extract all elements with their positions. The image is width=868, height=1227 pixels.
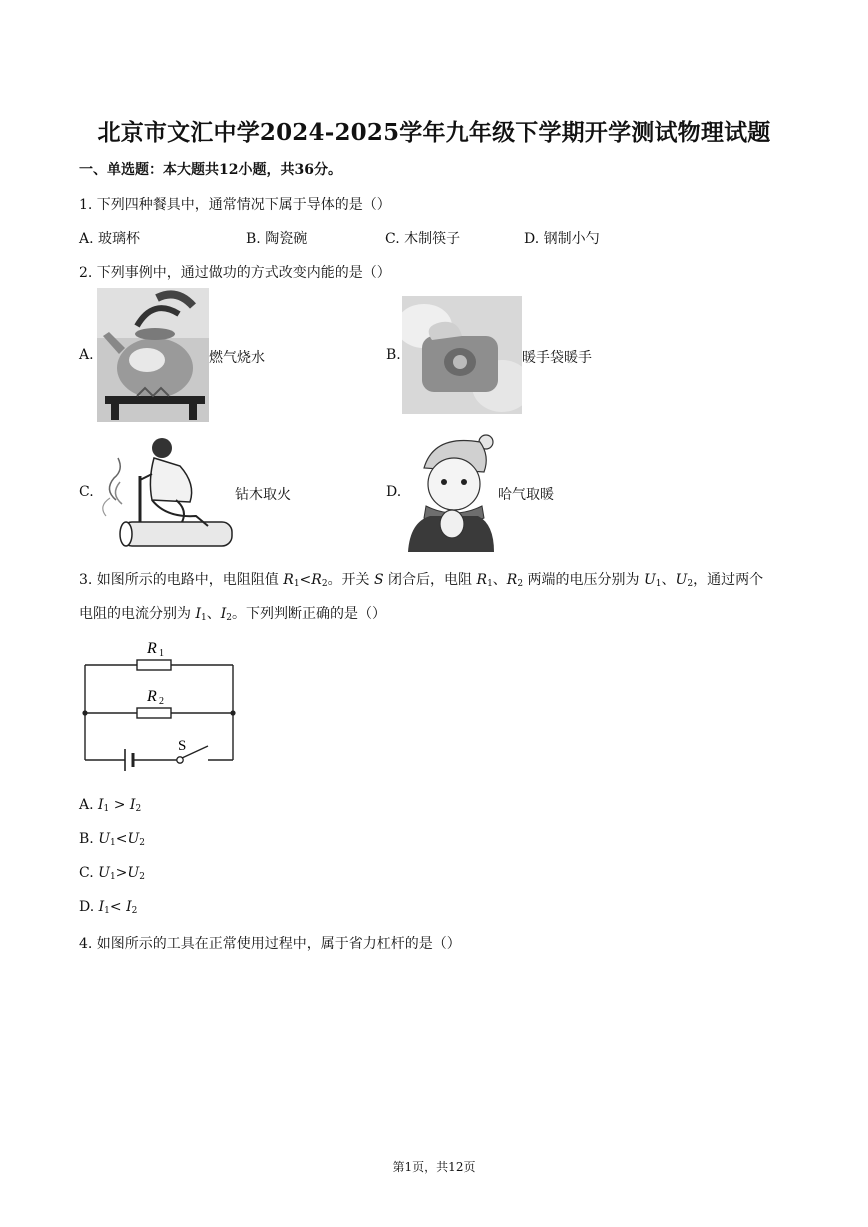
q2-option-b-caption: 暖手袋暖手 [522,350,592,366]
resistor-r1 [137,660,171,670]
drilling-wood-fire-drawing [96,430,236,550]
resistor-r2 [137,708,171,718]
q3-option-b: B. $U_1<U_2$ [79,831,146,848]
hand-warmer-photo [402,296,522,414]
q2-option-c-letter: C. [79,484,94,500]
question-3-stem-line-1: 3. 如图所示的电路中，电阻阻值 $R_1<R_2$。开关 S 闭合后，电阻 $R_1$、$R_2$ 两端的电压分别为 $U_1$、$U_2$，通过两个 [79,572,764,589]
r2-sub: 2 [159,696,164,707]
question-4-stem: 4. 如图所示的工具在正常使用过程中，属于省力杠杆的是（） [79,936,461,952]
r1-label: R [147,640,157,657]
q3-option-d: D. $I_1< I_2$ [79,899,138,916]
q2-option-a-caption: 燃气烧水 [209,350,265,366]
section-heading: 一、单选题：本大题共12小题，共36分。 [79,162,342,178]
question-3-stem-line-2: 电阻的电流分别为 $I_1$、$I_2$。下列判断正确的是（） [79,606,386,623]
q2-option-d-letter: D. [386,484,402,500]
q3-option-c: C. $U_1>U_2$ [79,865,145,882]
q3-option-a: A. $I_1 > I_2$ [79,797,142,814]
question-2-stem: 2. 下列事例中，通过做功的方式改变内能的是（） [79,265,391,281]
q1-option-b: B. 陶瓷碗 [246,231,308,247]
page-title: 北京市文汇中学2024-2025学年九年级下学期开学测试物理试题 [97,119,771,146]
q2-option-b-letter: B. [386,347,401,363]
q2-option-c-caption: 钻木取火 [235,487,291,503]
page-footer: 第1页，共12页 [392,1160,476,1174]
q2-option-a-letter: A. [79,347,94,363]
kettle-on-stove-photo [97,288,209,422]
q1-option-c: C. 木制筷子 [385,231,461,247]
q2-option-d-caption: 哈气取暖 [498,487,554,503]
child-breathing-on-hands-drawing [404,428,496,552]
switch-label: S [178,738,187,754]
r1-sub: 1 [159,648,164,659]
q1-option-d: D. 钢制小勺 [524,231,600,247]
question-1-stem: 1. 下列四种餐具中，通常情况下属于导体的是（） [79,197,391,213]
parallel-circuit-diagram [76,632,246,777]
q1-option-a: A. 玻璃杯 [79,231,141,247]
r2-label: R [147,688,157,705]
